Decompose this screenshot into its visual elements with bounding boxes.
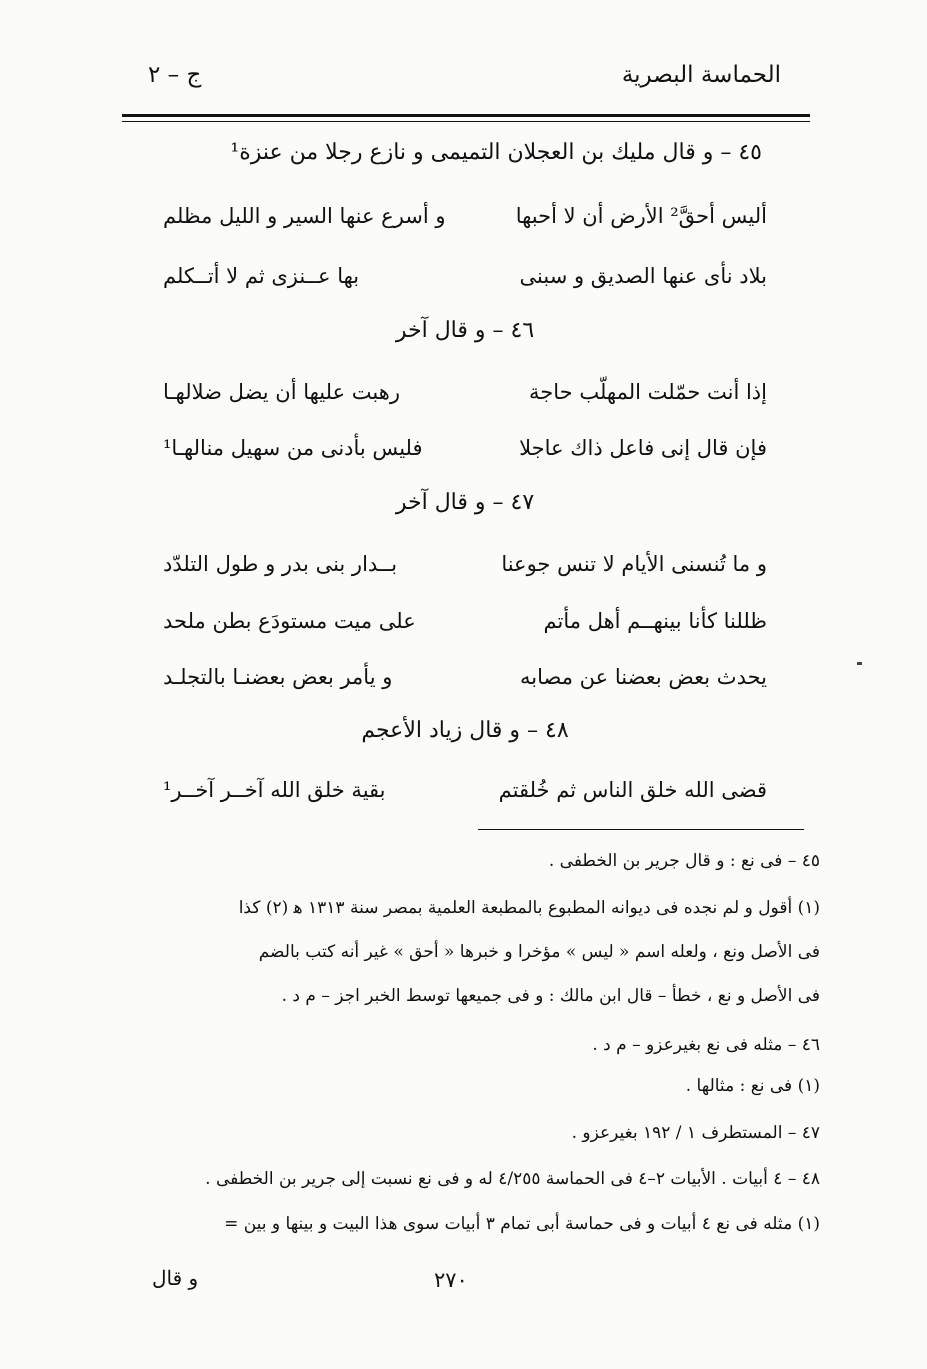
verse-second-hemistich: و أسرع عنها السير و الليل مظلم: [163, 204, 446, 228]
volume-label: ج – ٢: [148, 62, 202, 88]
verse-line: [163, 657, 767, 697]
poem-heading-45: ٤٥ – و قال مليك بن العجلان التميمى و نازع رجلا من عنزة¹: [230, 140, 762, 165]
page-number: ٢٧٠: [434, 1268, 468, 1292]
verse-first-hemistich: بلاد نأى عنها الصديق و سبنى: [519, 264, 767, 288]
footnote-line: فى الأصل ونع ، ولعله اسم « ليس » مؤخرا و خبرها « أحق » غير أنه كتب بالضم: [258, 942, 820, 962]
footnote-line: (١) فى نع : مثالها .: [685, 1076, 820, 1096]
footnote-line: ٤٦ – مثله فى نع بغيرعزو – م د .: [592, 1035, 820, 1055]
verse-line: [163, 372, 767, 412]
verse-line: [163, 770, 767, 810]
verse-first-hemistich: و ما تُنسنى الأيام لا تنس جوعنا: [501, 552, 767, 576]
header-rule-thin: [122, 121, 810, 122]
footnote-line: ٤٥ – فى نع : و قال جرير بن الخطفى .: [548, 851, 820, 871]
verse-second-hemistich: رهبت عليها أن يضل ضلالهـا: [163, 380, 400, 404]
verse-first-hemistich: يحدث بعض بعضنا عن مصابه: [520, 665, 767, 689]
verse-first-hemistich: فإن قال إنى فاعل ذاك عاجلا: [519, 436, 767, 460]
verse-line: [163, 196, 767, 236]
footnote-line: ٤٨ – ٤ أبيات . الأبيات ٢–٤ فى الحماسة ٤/٢٥٥ له و فى نع نسبت إلى جرير بن الخطفى .: [205, 1169, 820, 1189]
verse-first-hemistich: أليس أحقَّ² الأرض أن لا أحبها: [515, 204, 767, 228]
catchword: و قال: [152, 1266, 199, 1290]
verse-second-hemistich: و يأمر بعض بعضنـا بالتجلـد: [163, 665, 393, 689]
scan-speck: [857, 662, 862, 665]
verse-second-hemistich: بقية خلق الله آخــر آخــر¹: [163, 778, 386, 802]
verse-second-hemistich: على ميت مستودَع بطن ملحد: [163, 609, 416, 633]
poem-heading-47: ٤٧ – و قال آخر: [395, 490, 535, 515]
verse-first-hemistich: قضى الله خلق الناس ثم خُلقتم: [498, 778, 767, 802]
verse-line: [163, 544, 767, 584]
footnote-line: ٤٧ – المستطرف ١ / ١٩٢ بغيرعزو .: [571, 1123, 820, 1143]
running-title: الحماسة البصرية: [621, 62, 781, 88]
verse-second-hemistich: بــدار بنى بدر و طول التلدّد: [163, 552, 398, 576]
verse-first-hemistich: إذا أنت حمّلت المهلّب حاجة: [529, 380, 767, 404]
poem-heading-48: ٤٨ – و قال زياد الأعجم: [361, 718, 569, 743]
verse-line: [163, 256, 767, 296]
header-rule-thick: [122, 114, 810, 117]
footnote-line: (١) أقول و لم نجده فى ديوانه المطبوع بالمطبعة العلمية بمصر سنة ١٣١٣ ﻫ (٢) كذا: [238, 898, 820, 918]
verse-second-hemistich: بها عــنزى ثم لا أتــكلم: [163, 264, 360, 288]
verse-line: [163, 601, 767, 641]
footnote-separator: [478, 829, 804, 830]
footnote-line: (١) مثله فى نع ٤ أبيات و فى حماسة أبى تمام ٣ أبيات سوى هذا البيت و بينها و بين =: [224, 1214, 820, 1234]
verse-second-hemistich: فليس بأدنى من سهيل منالهـا¹: [163, 436, 423, 460]
verse-first-hemistich: ظللنا كأنا بينهــم أهل مأتم: [543, 609, 767, 633]
verse-line: [163, 428, 767, 468]
footnote-line: فى الأصل و نع ، خطأ – قال ابن مالك : و فى جميعها توسط الخبر اجز – م د .: [281, 986, 820, 1006]
poem-heading-46: ٤٦ – و قال آخر: [395, 318, 535, 343]
